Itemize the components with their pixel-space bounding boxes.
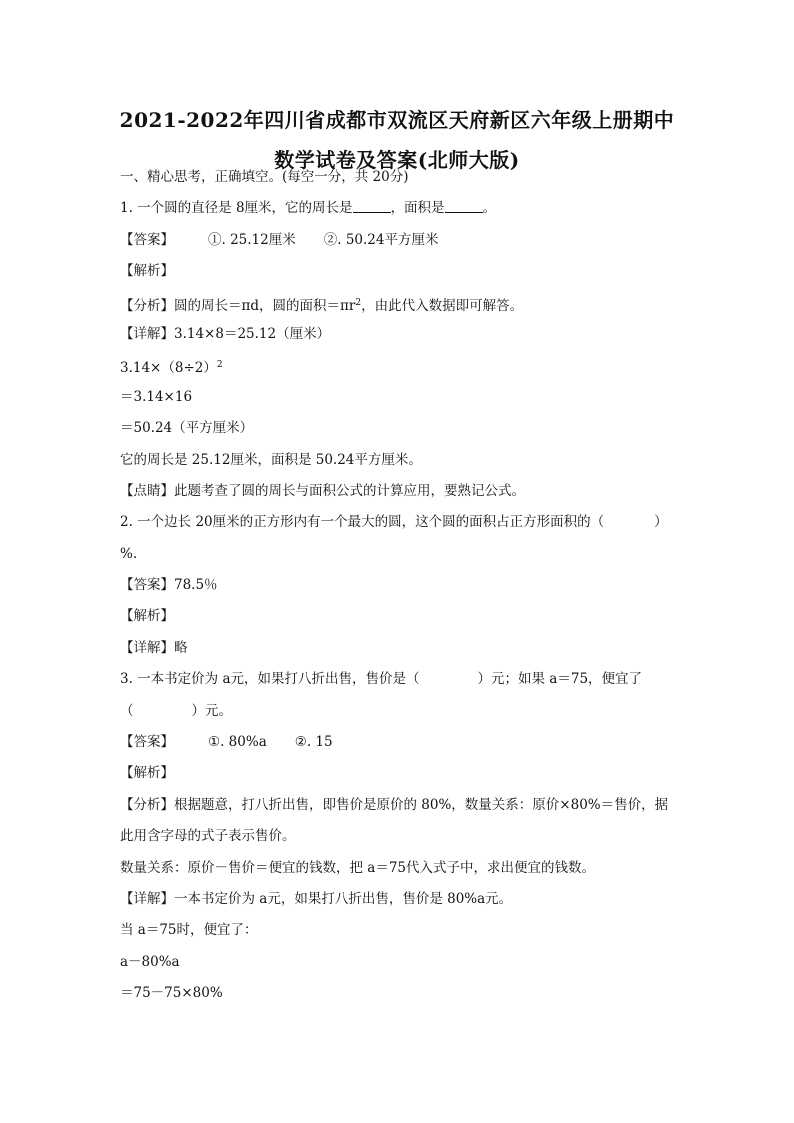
- q1-xiangjie: [120, 319, 680, 350]
- q1-blank-1: [353, 198, 391, 213]
- q1-jiexi: 【解析】: [120, 263, 174, 280]
- q2-answer-text: 78.5％: [174, 577, 218, 594]
- q3-stem-line-2-b: ）元。: [191, 702, 232, 719]
- q2-xiangjie-tag: 【详解】: [120, 639, 174, 656]
- q1-stem-a: 1. 一个圆的直径是 8厘米，它的周长是: [120, 200, 353, 217]
- q3-xiangjie-1-text: 一本书定价为 a元，如果打八折出售，售价是 80%a元。: [174, 890, 513, 907]
- q1-stem-c: 。: [482, 200, 497, 217]
- q2-stem-b: ）: [654, 514, 668, 531]
- q1-blank-2: [445, 198, 483, 213]
- title-line-2: 数学试卷及答案(北师大版): [274, 148, 520, 172]
- q1-fenxi-b: ，由此代入数据即可解答。: [361, 297, 524, 314]
- q1-xiangjie-text: 3.14×8＝25.12（厘米）: [174, 325, 331, 342]
- q2-xiangjie: [120, 633, 680, 664]
- q1-answer: [120, 225, 680, 256]
- q3-calc-2: ＝75－75×80%: [120, 985, 223, 1002]
- q1-answer-1: ①. 25.12厘米: [208, 231, 296, 248]
- q1-xiangjie-tag: 【详解】: [120, 325, 174, 342]
- q1-fenxi-sup: 2: [355, 297, 362, 308]
- q3-fenxi-3: 数量关系：原价－售价＝便宜的钱数，把 a＝75代入式子中，求出便宜的钱数。: [120, 859, 596, 876]
- q3-xiangjie-tag: 【详解】: [120, 890, 174, 907]
- q1-stem-b: ，面积是: [390, 200, 445, 217]
- q1-calc-1: [120, 350, 680, 381]
- q1-fenxi-tag: 【分析】: [120, 297, 174, 314]
- q3-stem-line-2-a: （: [120, 702, 134, 719]
- q1-calc-1-sup: 2: [216, 360, 223, 371]
- q1-fenxi: [120, 288, 680, 319]
- section-heading: 一、精心思考，正确填空。(每空一分，共 20分): [120, 169, 409, 185]
- q3-answer-2: ②. 15: [294, 734, 333, 751]
- q1-conclusion: 它的周长是 25.12厘米，面积是 50.24平方厘米。: [120, 451, 422, 468]
- q2-answer-tag: 【答案】: [120, 577, 174, 594]
- q1-answer-tag: 【答案】: [120, 231, 174, 248]
- q3-stem-line-2: [120, 696, 680, 727]
- q2-jiexi: 【解析】: [120, 608, 174, 625]
- q2-stem-line-2: %.: [120, 545, 138, 562]
- question-1-stem: [120, 193, 680, 224]
- q3-fenxi-tag: 【分析】: [120, 796, 174, 813]
- question-2-stem: [120, 507, 680, 538]
- q3-answer: [120, 727, 680, 758]
- q2-stem-a: 2. 一个边长 20厘米的正方形内有一个最大的圆，这个圆的面积占正方形面积的（: [120, 514, 605, 531]
- q3-xiangjie-1: [120, 884, 680, 915]
- question-3-stem: [120, 664, 680, 695]
- document-body: [120, 162, 680, 1010]
- q3-answer-1: ①. 80%a: [208, 734, 267, 751]
- q3-xiangjie-2: 当 a＝75时，便宜了：: [120, 922, 258, 939]
- q1-calc-1-text: 3.14×（8÷2）: [120, 360, 217, 377]
- title-line-1: 2021-2022年四川省成都市双流区天府新区六年级上册期中: [119, 108, 675, 132]
- q3-fenxi-1: [120, 790, 680, 821]
- q3-fenxi-1-text: 根据题意，打八折出售，即售价是原价的 80%，数量关系：原价×80%＝售价，据: [174, 796, 669, 813]
- q3-stem-b: ）元；如果 a＝75，便宜了: [477, 671, 643, 688]
- q3-calc-1: a－80%a: [120, 953, 180, 970]
- q3-answer-tag: 【答案】: [120, 734, 174, 751]
- q3-stem-a: 3. 一本书定价为 a元，如果打八折出售，售价是（: [120, 671, 420, 688]
- q1-dianjing: [120, 476, 680, 507]
- q3-jiexi: 【解析】: [120, 765, 174, 782]
- q3-fenxi-2: 此用含字母的式子表示售价。: [120, 828, 296, 845]
- q1-dianjing-tag: 【点睛】: [120, 482, 174, 499]
- q2-answer: [120, 570, 680, 601]
- q1-dianjing-text: 此题考查了圆的周长与面积公式的计算应用，要熟记公式。: [174, 482, 525, 499]
- q1-answer-2: ②. 50.24平方厘米: [323, 231, 439, 248]
- q1-fenxi-a: 圆的周长＝πd，圆的面积＝πr: [174, 297, 356, 314]
- q1-calc-3: ＝50.24（平方厘米）: [120, 420, 254, 437]
- q1-calc-2: ＝3.14×16: [120, 388, 193, 405]
- q2-xiangjie-text: 略: [174, 639, 188, 656]
